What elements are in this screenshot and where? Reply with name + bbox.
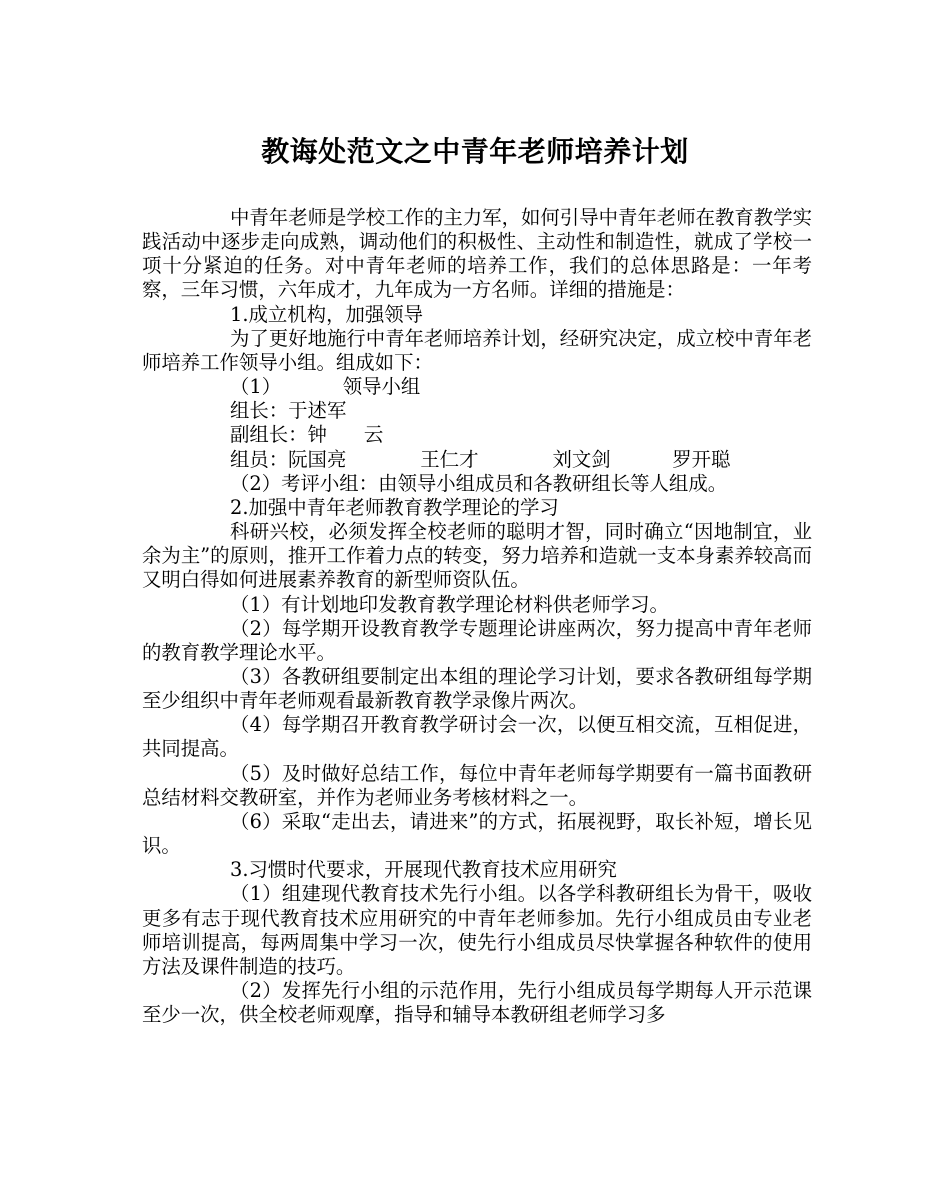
- section-heading-2: 2.加强中青年老师教育教学理论的学习: [230, 495, 559, 519]
- list-item: 副组长：钟 云: [230, 423, 384, 447]
- list-item: （1）有计划地印发教育教学理论材料供老师学习。: [230, 592, 669, 616]
- list-item: （1） 领导小组: [230, 375, 421, 399]
- document-title: 教诲处范文之中青年老师培养计划: [261, 135, 689, 168]
- list-item: 组长：于述军: [230, 399, 347, 423]
- list-item: （1）组建现代教育技术先行小组。以各学科教研组长为骨干，吸收更多有志于现代教育技术应用研究的中青年老师参加。先行小组成员由专业老师培训提高，每两周集中学习一次，使先行小组成员尽快掌握各种软件的使用方法及课件制造的技巧。: [142, 882, 812, 978]
- list-item: （2）每学期开设教育教学专题理论讲座两次，努力提高中青年老师的教育教学理论水平。: [142, 616, 812, 664]
- paragraph-intro: 中青年老师是学校工作的主力军，如何引导中青年老师在教育教学实践活动中逐步走向成熟，调动他们的积极性、主动性和制造性，就成了学校一项十分紧迫的任务。对中青年老师的培养工作，我们的总体思路是：一年考察，三年习惯，六年成才，九年成为一方名师。详细的措施是：: [142, 206, 812, 302]
- list-item: （2）考评小组：由领导小组成员和各教研组长等人组成。: [230, 471, 728, 495]
- paragraph: 为了更好地施行中青年老师培养计划，经研究决定，成立校中青年老师培养工作领导小组。组成如下：: [142, 326, 812, 374]
- section-heading-1: 1.成立机构，加强领导: [230, 302, 424, 326]
- list-item: （4）每学期召开教育教学研讨会一次，以便互相交流，互相促进，共同提高。: [142, 713, 812, 761]
- list-item: （3）各教研组要制定出本组的理论学习计划，要求各教研组每学期至少组织中青年老师观看最新教育教学录像片两次。: [142, 664, 812, 713]
- document-body: [142, 206, 812, 1027]
- list-item: 组员：阮国亮 王仁才 刘文剑 罗开聪: [230, 447, 731, 471]
- section-heading-3: 3.习惯时代要求，开展现代教育技术应用研究: [230, 858, 617, 882]
- list-item: （2）发挥先行小组的示范作用，先行小组成员每学期每人开示范课至少一次，供全校老师观摩，指导和辅导本教研组老师学习多: [142, 979, 812, 1027]
- list-item: （5）及时做好总结工作，每位中青年老师每学期要有一篇书面教研总结材料交教研室，并作为老师业务考核材料之一。: [142, 761, 812, 809]
- list-item: （6）采取“走出去，请进来”的方式，拓展视野，取长补短，增长见识。: [142, 809, 812, 858]
- paragraph: 科研兴校，必须发挥全校老师的聪明才智，同时确立“因地制宜，业余为主”的原则，推开工作着力点的转变，努力培养和造就一支本身素养较高而又明白得如何进展素养教育的新型师资队伍。: [142, 520, 812, 592]
